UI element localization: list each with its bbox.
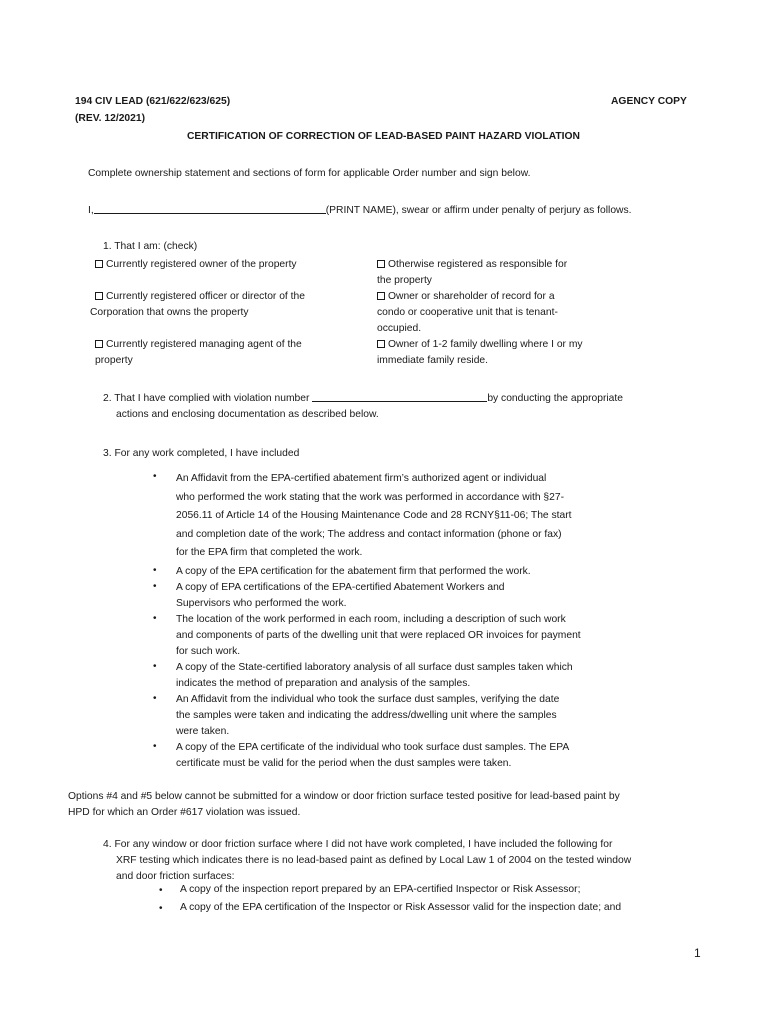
intro-text: Complete ownership statement and sections of form for applicable Order number and sign below. [88, 168, 531, 179]
oath-suffix: (PRINT NAME), swear or affirm under penalty of perjury as follows. [325, 205, 632, 216]
family-dwelling-option[interactable]: Owner of 1-2 family dwelling where I or my immediate family reside. [377, 339, 583, 366]
print-name-field[interactable] [94, 203, 326, 214]
violation-number-field[interactable] [312, 391, 487, 402]
officer-option[interactable]: Currently registered officer or director of the Corporation that owns the property [90, 291, 305, 318]
list-item: A copy of the EPA certification for the abatement firm that performed the work. [176, 566, 531, 577]
bullet: • [153, 581, 157, 592]
checkbox[interactable] [377, 292, 385, 300]
bullet: • [153, 741, 157, 752]
list-item: A copy of the inspection report prepared by an EPA-certified Inspector or Risk Assessor; [180, 884, 581, 895]
managing-agent-option[interactable]: Currently registered managing agent of the property [95, 339, 302, 366]
list-item: An Affidavit from the individual who took the surface dust samples, verifying the date the samples were taken and indicating the address/dwelling unit where the samples were taken. [176, 694, 560, 737]
checkbox[interactable] [95, 340, 103, 348]
checkbox[interactable] [95, 292, 103, 300]
options-note: Options #4 and #5 below cannot be submitted for a window or door friction surface tested positive for lead-based paint by HPD for which an Order #617 violation was issued. [68, 791, 620, 818]
list-item: A copy of the State-certified laboratory analysis of all surface dust samples taken which indicates the method of preparation and analysis of the samples. [176, 662, 573, 689]
oath-line [88, 203, 632, 216]
bullet: • [153, 471, 157, 482]
affidavit-abatement-item: An Affidavit from the EPA-certified abatement firm’s authorized agent or individual who performed the work stating that the work was performed in accordance with §27- 2056.11 of Article 14 of the Housing Maintenance Code and 28 RCNY§11-06; The start and completion date of the work; The address and contact information (phone or fax) for the EPA firm that completed the work. [176, 473, 572, 558]
bullet: • [153, 661, 157, 672]
bullet: • [153, 693, 157, 704]
list-item: A copy of the EPA certificate of the individual who took surface dust samples. The EPA certificate must be valid for the period when the dust samples were taken. [176, 742, 570, 769]
section4: 4. For any window or door friction surface where I did not have work completed, I have included the following for XRF testing which indicates there is no lead-based paint as defined by Local Law 1 of 2004 on the tested window and door friction surfaces: [103, 839, 632, 882]
bullet: • [159, 903, 163, 914]
checkbox[interactable] [95, 260, 103, 268]
bullet: • [159, 885, 163, 896]
oath-prefix: I, [88, 205, 94, 216]
bullet: • [153, 565, 157, 576]
bullet: • [153, 613, 157, 624]
form-id: 194 CIV LEAD (621/622/623/625) [75, 96, 231, 107]
list-item: The location of the work performed in each room, including a description of such work and components of parts of the dwelling unit that were replaced OR invoices for payment for such work. [176, 614, 581, 657]
checkbox[interactable] [377, 340, 385, 348]
section2: 2. That I have complied with violation number by conducting the appropriate actions and enclosing documentation as described below. [103, 393, 623, 420]
shareholder-option[interactable]: Owner or shareholder of record for a condo or cooperative unit that is tenant- occupied. [377, 291, 558, 334]
list-item: A copy of EPA certifications of the EPA-certified Abatement Workers and Supervisors who performed the work. [176, 582, 505, 609]
owner-option[interactable]: Currently registered owner of the property [95, 257, 297, 273]
checkbox[interactable] [377, 260, 385, 268]
page-number: 1 [694, 946, 701, 960]
form-title: CERTIFICATION OF CORRECTION OF LEAD-BASED PAINT HAZARD VIOLATION [187, 131, 580, 142]
section3-heading: 3. For any work completed, I have included [103, 448, 300, 459]
revision-date: (REV. 12/2021) [75, 113, 146, 124]
section1-heading: 1. That I am: (check) [103, 241, 198, 252]
list-item: A copy of the EPA certification of the Inspector or Risk Assessor valid for the inspection date; and [180, 902, 622, 913]
copy-label: AGENCY COPY [611, 96, 687, 107]
otherwise-registered-option[interactable]: Otherwise registered as responsible for the property [377, 259, 568, 286]
